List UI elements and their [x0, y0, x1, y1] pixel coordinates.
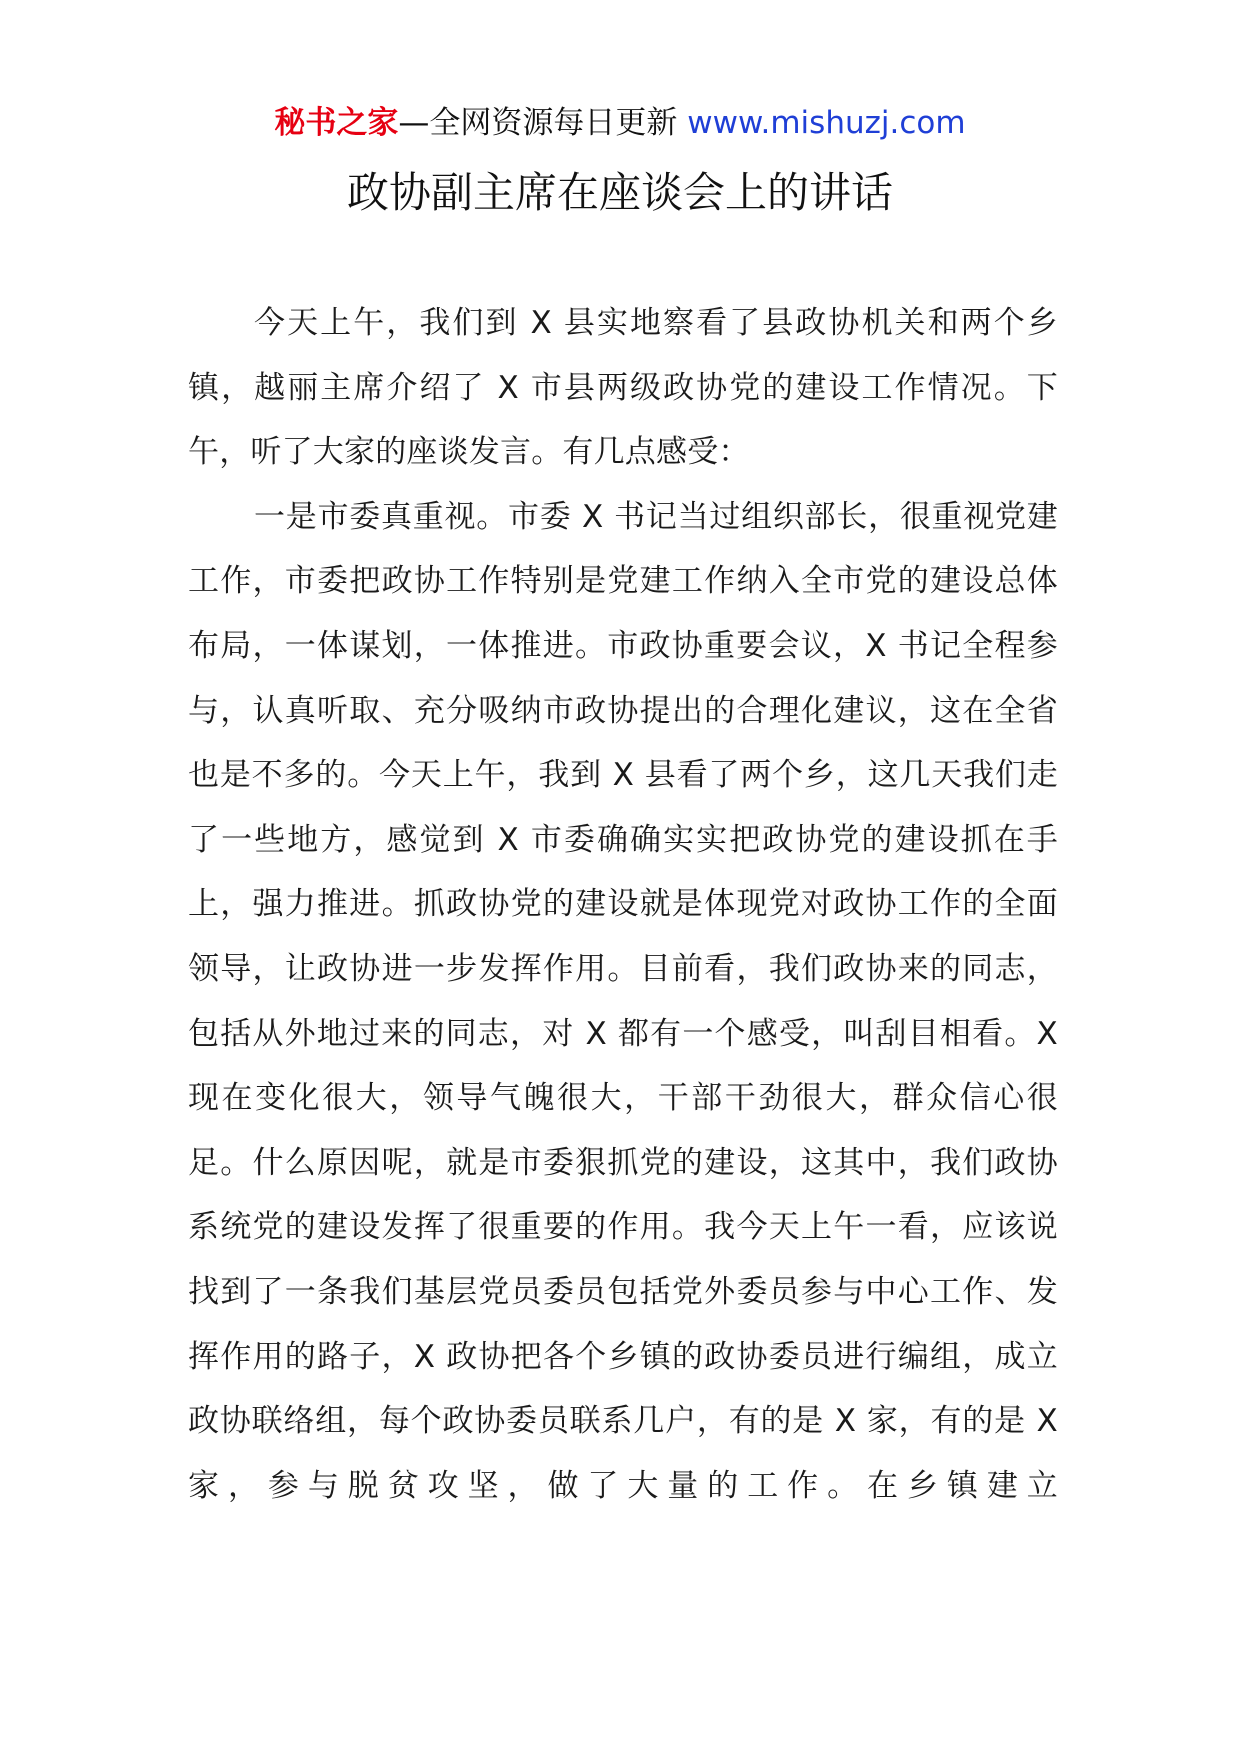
site-header	[0, 100, 1240, 146]
document-body	[188, 291, 1058, 1518]
paragraph: 今天上午，我们到 X 县实地察看了县政协机关和两个乡镇，越丽主席介绍了 X 市县两级政协党的建设工作情况。下午，听了大家的座谈发言。有几点感受：	[188, 305, 1058, 471]
paragraph: 一是市委真重视。市委 X 书记当过组织部长，很重视党建工作，市委把政协工作特别是党建工作纳入全市党的建设总体布局，一体谋划，一体推进。市政协重要会议，X 书记全程参与，认真听取、充分吸纳市政协提出的合理化建议，这在全省也是不多的。今天上午，我到 X 县看了两个乡，这几天我们走了一些地方，感觉到 X 市委确确实实把政协党的建设抓在手上，强力推进。抓政协党的建设就是体现党对政协工作的全面领导，让政协进一步发挥作用。目前看，我们政协来的同志，包括从外地过来的同志，对 X 都有一个感受，叫刮目相看。X 现在变化很大，领导气魄很大，干部干劲很大，群众信心很足。什么原因呢，就是市委狠抓党的建设，这其中，我们政协系统党的建设发挥了很重要的作用。我今天上午一看，应该说找到了一条我们基层党员委员包括党外委员参与中心工作、发挥作用的路子，X 政协把各个乡镇的政协委员进行编组，成立政协联络组，每个政协委员联系几户，有的是 X 家，有的是 X 家，参与脱贫攻坚，做了大量的工作。在乡镇建立	[188, 498, 1058, 1504]
document-title: 政协副主席在座谈会上的讲话	[346, 168, 893, 217]
site-brand: 秘书之家	[274, 105, 399, 141]
site-url-link[interactable]: www.mishuzj.com	[687, 105, 966, 141]
site-slogan: —全网资源每日更新	[398, 105, 678, 141]
